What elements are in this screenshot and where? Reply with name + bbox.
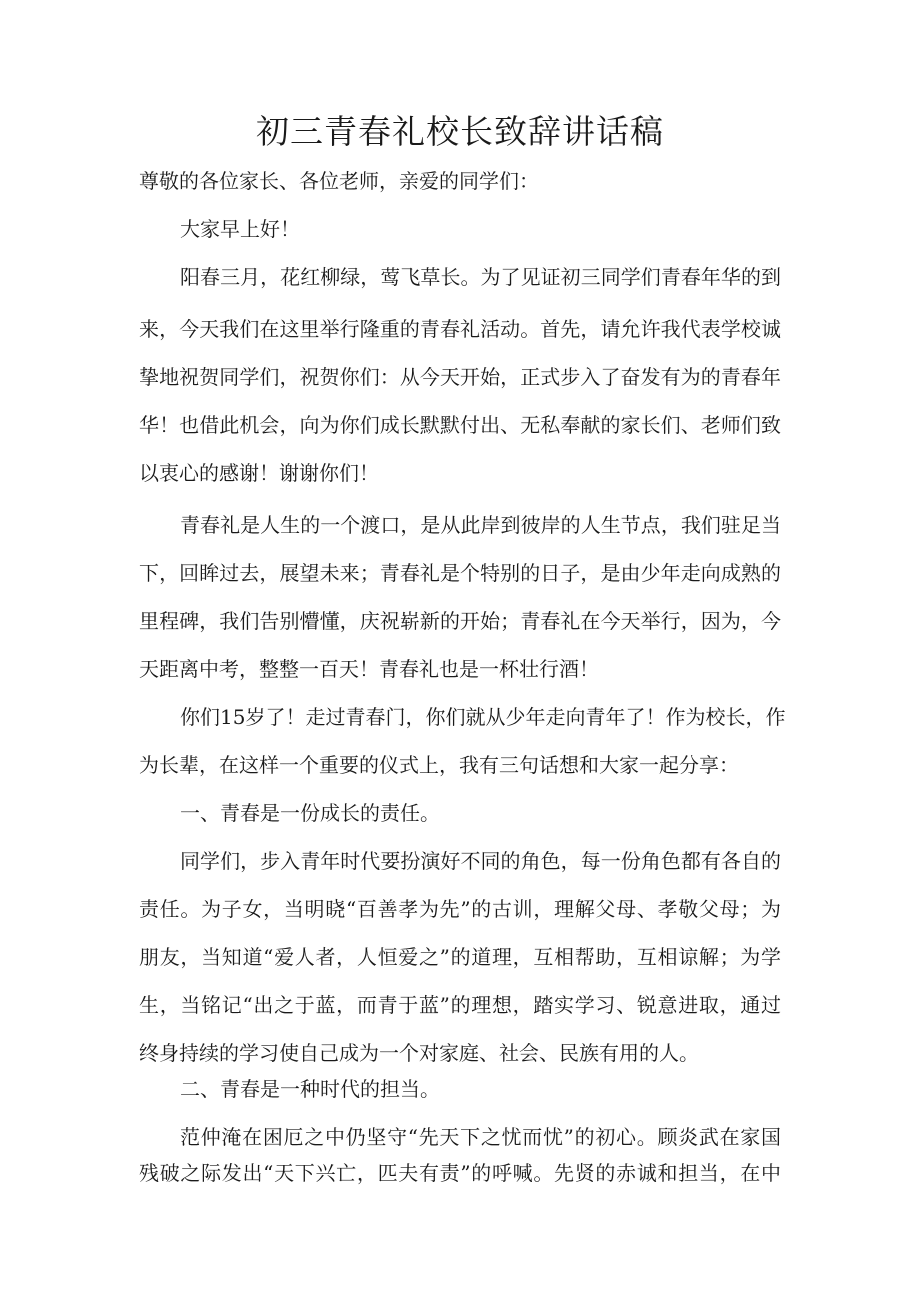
paragraph-2-line-4: 天距离中考，整整一百天！青春礼也是一杯壮行酒！ [139,657,599,681]
paragraph-4-line-4: 生，当铭记“出之于蓝，而青于蓝”的理想，踏实学习、锐意进取，通过 [139,993,781,1017]
paragraph-5-line-2: 残破之际发出“天下兴亡，匹夫有责”的呼喊。先贤的赤诚和担当，在中 [139,1161,781,1185]
paragraph-3-line-1: 你们15岁了！走过青春门，你们就从少年走向青年了！作为校长，作 [180,705,786,729]
paragraph-1-line-2: 来，今天我们在这里举行隆重的青春礼活动。首先，请允许我代表学校诚 [139,317,781,341]
paragraph-2-line-3: 里程碑，我们告别懵懂，庆祝崭新的开始；青春礼在今天举行，因为，今 [139,609,781,633]
paragraph-2-line-2: 下，回眸过去，展望未来；青春礼是个特别的日子，是由少年走向成熟的 [139,561,781,585]
document-title: 初三青春礼校长致辞讲话稿 [256,112,664,151]
paragraph-1-line-4: 华！也借此机会，向为你们成长默默付出、无私奉献的家长们、老师们致 [139,413,781,437]
paragraph-5-line-1: 范仲淹在困厄之中仍坚守“先天下之忧而忧”的初心。顾炎武在家国 [180,1125,781,1149]
section-heading-1: 一、青春是一份成长的责任。 [180,801,440,825]
paragraph-2-line-1: 青春礼是人生的一个渡口，是从此岸到彼岸的人生节点，我们驻足当 [180,513,781,537]
paragraph-1-line-5: 以衷心的感谢！谢谢你们！ [139,461,379,485]
paragraph-4-line-1: 同学们，步入青年时代要扮演好不同的角色，每一份角色都有各自的 [180,849,781,873]
paragraph-4-line-3: 朋友，当知道“爱人者，人恒爱之”的道理，互相帮助，互相谅解；为学 [139,945,781,969]
paragraph-1-line-1: 阳春三月，花红柳绿，莺飞草长。为了见证初三同学们青春年华的到 [180,265,781,289]
greeting-line: 尊敬的各位家长、各位老师，亲爱的同学们： [139,169,539,193]
paragraph-4-line-2: 责任。为子女，当明晓“百善孝为先”的古训，理解父母、孝敬父母；为 [139,897,781,921]
section-heading-2: 二、青春是一种时代的担当。 [180,1077,440,1101]
paragraph-4-line-5: 终身持续的学习使自己成为一个对家庭、社会、民族有用的人。 [139,1041,699,1065]
paragraph-3-line-2: 为长辈，在这样一个重要的仪式上，我有三句话想和大家一起分享： [139,753,739,777]
paragraph-1-line-3: 挚地祝贺同学们，祝贺你们：从今天开始，正式步入了奋发有为的青春年 [139,365,781,389]
salutation-line: 大家早上好！ [180,217,300,241]
